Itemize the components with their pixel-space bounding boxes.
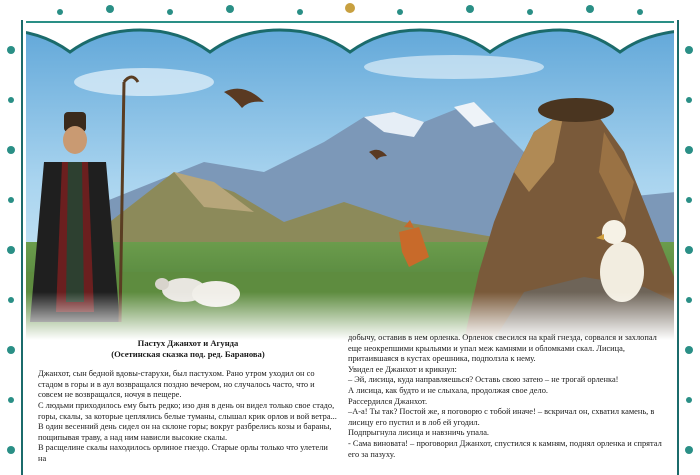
paragraph: – Эй, лисица, куда направляешься? Оставь свою затею – не трогай орленка!: [348, 375, 619, 385]
top-ornament-border: [0, 0, 700, 60]
paragraph: Джанхот, сын бедной вдовы-старухи, был пастухом. Рано утром уходил он со стадом в горы и в аул возвращался поздно вечером, но случалось часто, что и совсем не возвращался, ночуя в пещере.: [38, 369, 315, 400]
story-right-column: [348, 333, 670, 460]
paragraph: добычу, оставив в нем орленка. Орленок свесился на край гнезда, сорвался и захлопал еще неокрепшими крыльями и упал меж камнями и обломками скал. Лисица, притаившаяся в кустах орешника, подползла к нему.: [348, 333, 657, 364]
paragraph: С людьми приходилось ему быть редко; изо дня в день он видел только свое стадо, горы, скалы, за которые цеплялись белые туманы, слышал крик орлов и вой ветра...: [38, 400, 337, 421]
story-title: [38, 338, 338, 359]
illustration: [24, 22, 676, 340]
left-ornament-border: [0, 0, 26, 475]
paragraph: В один весенний день сидел он на склоне горы; вокруг разбрелись козы и бараны, пощипывая траву, а над ним нависли высокие скалы.: [38, 422, 332, 442]
nest: [538, 98, 614, 122]
paragraph: –А-а! Ты так? Постой же, я поговорю с тобой иначе! – вскричал он, схватил камень, в лисицу его пустил и в лоб ей угодил.: [348, 407, 655, 427]
story-left-column: [38, 338, 338, 465]
right-ornament-border: [674, 0, 700, 475]
story-subtitle: (Осетинская сказка под. ред. Баранова): [111, 348, 265, 359]
paragraph: Рассердился Джанхот.: [348, 396, 428, 406]
paragraph: Увидел ее Джанхот и крикнул:: [348, 364, 457, 374]
paragraph: Подпрыгнула лисица и навзничь упала.: [348, 428, 490, 438]
paragraph: А лисица, как будто и не слыхала, продолжая свое дело.: [348, 385, 548, 395]
paragraph: - Сама виновата! – проговорил Джанхот, спустился к камням, поднял орленка и спрятал его за пазуху.: [348, 438, 662, 459]
paragraph: В расщелине скалы находилось орлиное гнездо. Старые орлы только что улетели на: [38, 443, 328, 463]
story-title-text: Пастух Джанхот и Агунда: [137, 338, 239, 348]
